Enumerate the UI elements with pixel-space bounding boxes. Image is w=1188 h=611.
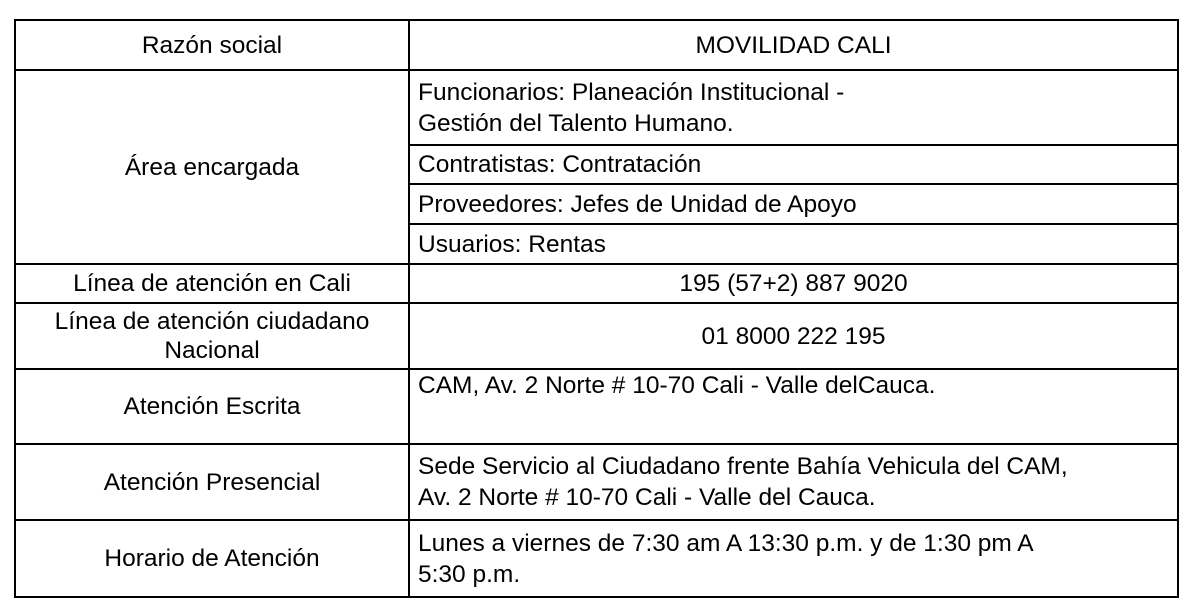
row-atencion-escrita xyxy=(15,369,1178,444)
horario-line2: 5:30 p.m. xyxy=(418,560,521,588)
razon-social-value: MOVILIDAD CALI xyxy=(409,20,1178,70)
atencion-presencial-cell xyxy=(409,444,1178,520)
horario-label: Horario de Atención xyxy=(15,520,409,597)
razon-social-label: Razón social xyxy=(15,20,409,70)
linea-nacional-value: 01 8000 222 195 xyxy=(409,303,1178,369)
area-contratistas: Contratistas: Contratación xyxy=(409,145,1178,184)
area-encargada-label: Área encargada xyxy=(15,70,409,264)
horario-cell xyxy=(409,520,1178,597)
linea-nacional-label-line1: Línea de atención ciudadano xyxy=(54,308,370,335)
linea-nacional-label-cell xyxy=(15,303,409,369)
area-funcionarios-cell xyxy=(409,70,1178,145)
horario-line1: Lunes a viernes de 7:30 am A 13:30 p.m. y de 1:30 pm A xyxy=(418,529,1034,557)
funcionarios-line1: Funcionarios: Planeación Institucional - xyxy=(418,78,845,106)
atencion-presencial-line2: Av. 2 Norte # 10-70 Cali - Valle del Cauca. xyxy=(418,484,876,511)
atencion-escrita-label: Atención Escrita xyxy=(15,369,409,444)
linea-nacional-label-line2: Nacional xyxy=(164,337,260,364)
row-horario xyxy=(15,520,1178,597)
contact-info-table xyxy=(14,19,1179,598)
atencion-presencial-label: Atención Presencial xyxy=(15,444,409,520)
atencion-presencial-line1: Sede Servicio al Ciudadano frente Bahía Vehicula del CAM, xyxy=(418,453,1068,480)
area-proveedores: Proveedores: Jefes de Unidad de Apoyo xyxy=(409,184,1178,224)
funcionarios-line2: Gestión del Talento Humano. xyxy=(418,109,734,137)
atencion-escrita-value: CAM, Av. 2 Norte # 10-70 Cali - Valle delCauca. xyxy=(409,369,1178,444)
row-area-funcionarios xyxy=(15,70,1178,145)
linea-cali-value: 195 (57+2) 887 9020 xyxy=(409,264,1178,303)
row-atencion-presencial xyxy=(15,444,1178,520)
row-linea-cali xyxy=(15,264,1178,303)
area-usuarios: Usuarios: Rentas xyxy=(409,224,1178,264)
row-razon-social xyxy=(15,20,1178,70)
linea-cali-label: Línea de atención en Cali xyxy=(15,264,409,303)
row-linea-nacional xyxy=(15,303,1178,369)
